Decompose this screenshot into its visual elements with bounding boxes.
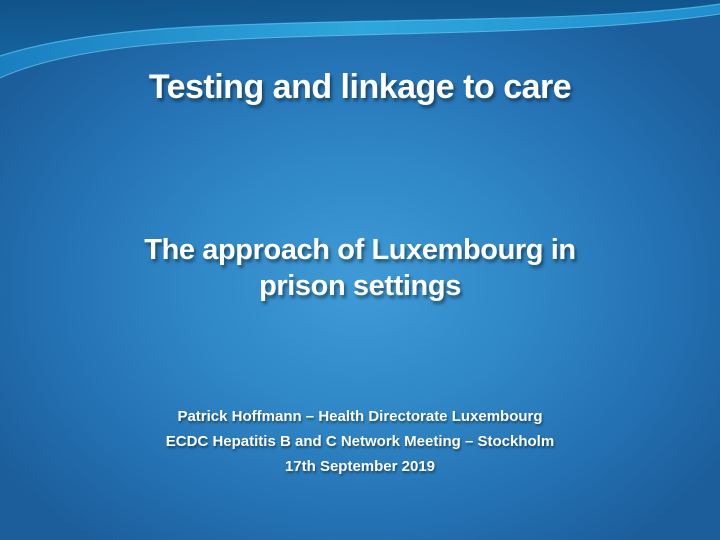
subtitle-line-2: prison settings [259, 270, 461, 302]
event-line: ECDC Hepatitis B and C Network Meeting – Stockholm [165, 433, 555, 450]
date-line: 17th September 2019 [284, 458, 436, 475]
slide-title: Testing and linkage to care [148, 68, 572, 106]
presentation-details [40, 404, 680, 479]
subtitle-line-1: The approach of Luxembourg in [144, 234, 576, 266]
slide-subtitle [60, 232, 660, 304]
presenter-line: Patrick Hoffmann – Health Directorate Luxembourg [177, 408, 543, 425]
